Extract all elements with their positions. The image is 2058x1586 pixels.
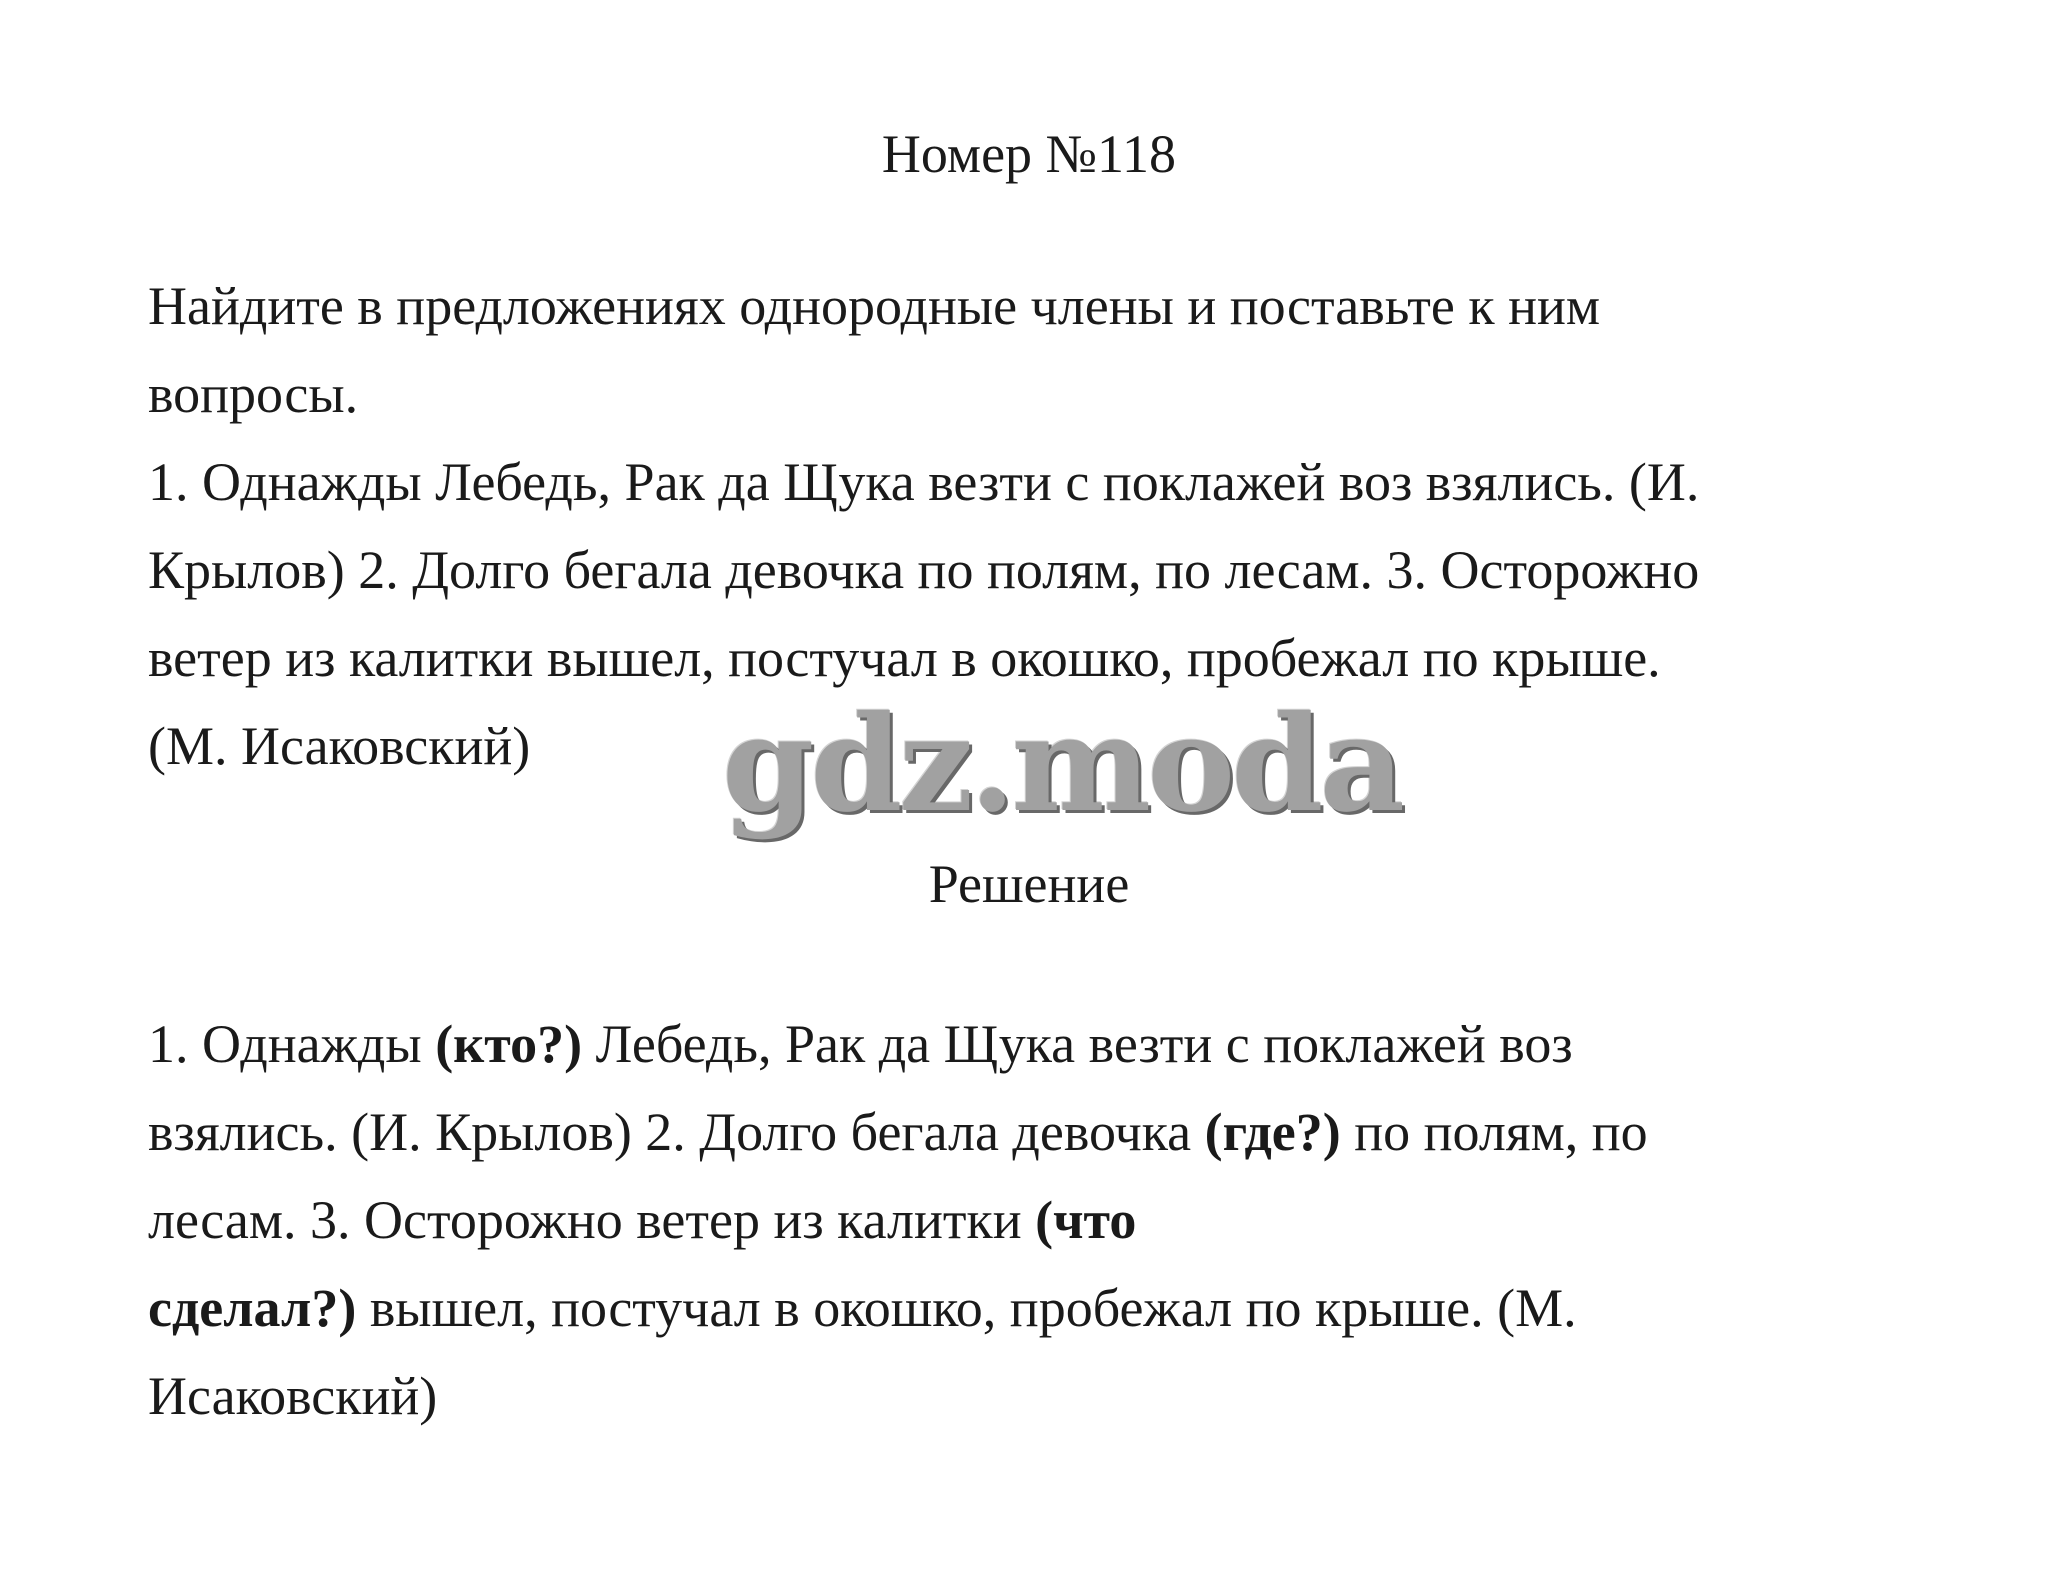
task-line: 1. Однажды Лебедь, Рак да Щука везти с поклажей воз взялись. (И. [148, 452, 1700, 512]
solution-line [148, 1088, 1948, 1176]
solution-text-segment: Исаковский) [148, 1366, 438, 1426]
question-marker: сделал?) [148, 1278, 357, 1338]
solution-line [148, 1176, 1948, 1264]
task-line: (М. Исаковский) [148, 716, 531, 776]
solution-text-segment: лесам. 3. Осторожно ветер из калитки [148, 1190, 1036, 1250]
page-title: Номер №118 [881, 124, 1177, 184]
solution-text-segment: по полям, по [1340, 1102, 1648, 1162]
solution-line [148, 1000, 1948, 1088]
solution-text-segment: взялись. (И. Крылов) 2. Долго бегала девочка [148, 1102, 1205, 1162]
solution-text-segment: Лебедь, Рак да Щука везти с поклажей воз [582, 1014, 1573, 1074]
solution-text [148, 1000, 1948, 1440]
solution-text-segment: вышел, постучал в окошко, пробежал по крыше. (М. [356, 1278, 1577, 1338]
task-line: Крылов) 2. Долго бегала девочка по полям, по лесам. 3. Осторожно [148, 540, 1700, 600]
question-marker: (где?) [1204, 1102, 1341, 1162]
solution-text-segment: 1. Однажды [148, 1014, 436, 1074]
solution-line [148, 1264, 1948, 1352]
question-marker: (что [1035, 1190, 1137, 1250]
question-marker: (кто?) [435, 1014, 583, 1074]
solution-heading: Решение [928, 854, 1130, 914]
watermark-logo: gdz.moda [722, 687, 1402, 842]
task-line: ветер из калитки вышел, постучал в окошко, пробежал по крыше. [148, 628, 1661, 688]
task-line: вопросы. [148, 364, 359, 424]
task-line: Найдите в предложениях однородные члены и поставьте к ним [148, 276, 1601, 336]
solution-line [148, 1352, 1948, 1440]
